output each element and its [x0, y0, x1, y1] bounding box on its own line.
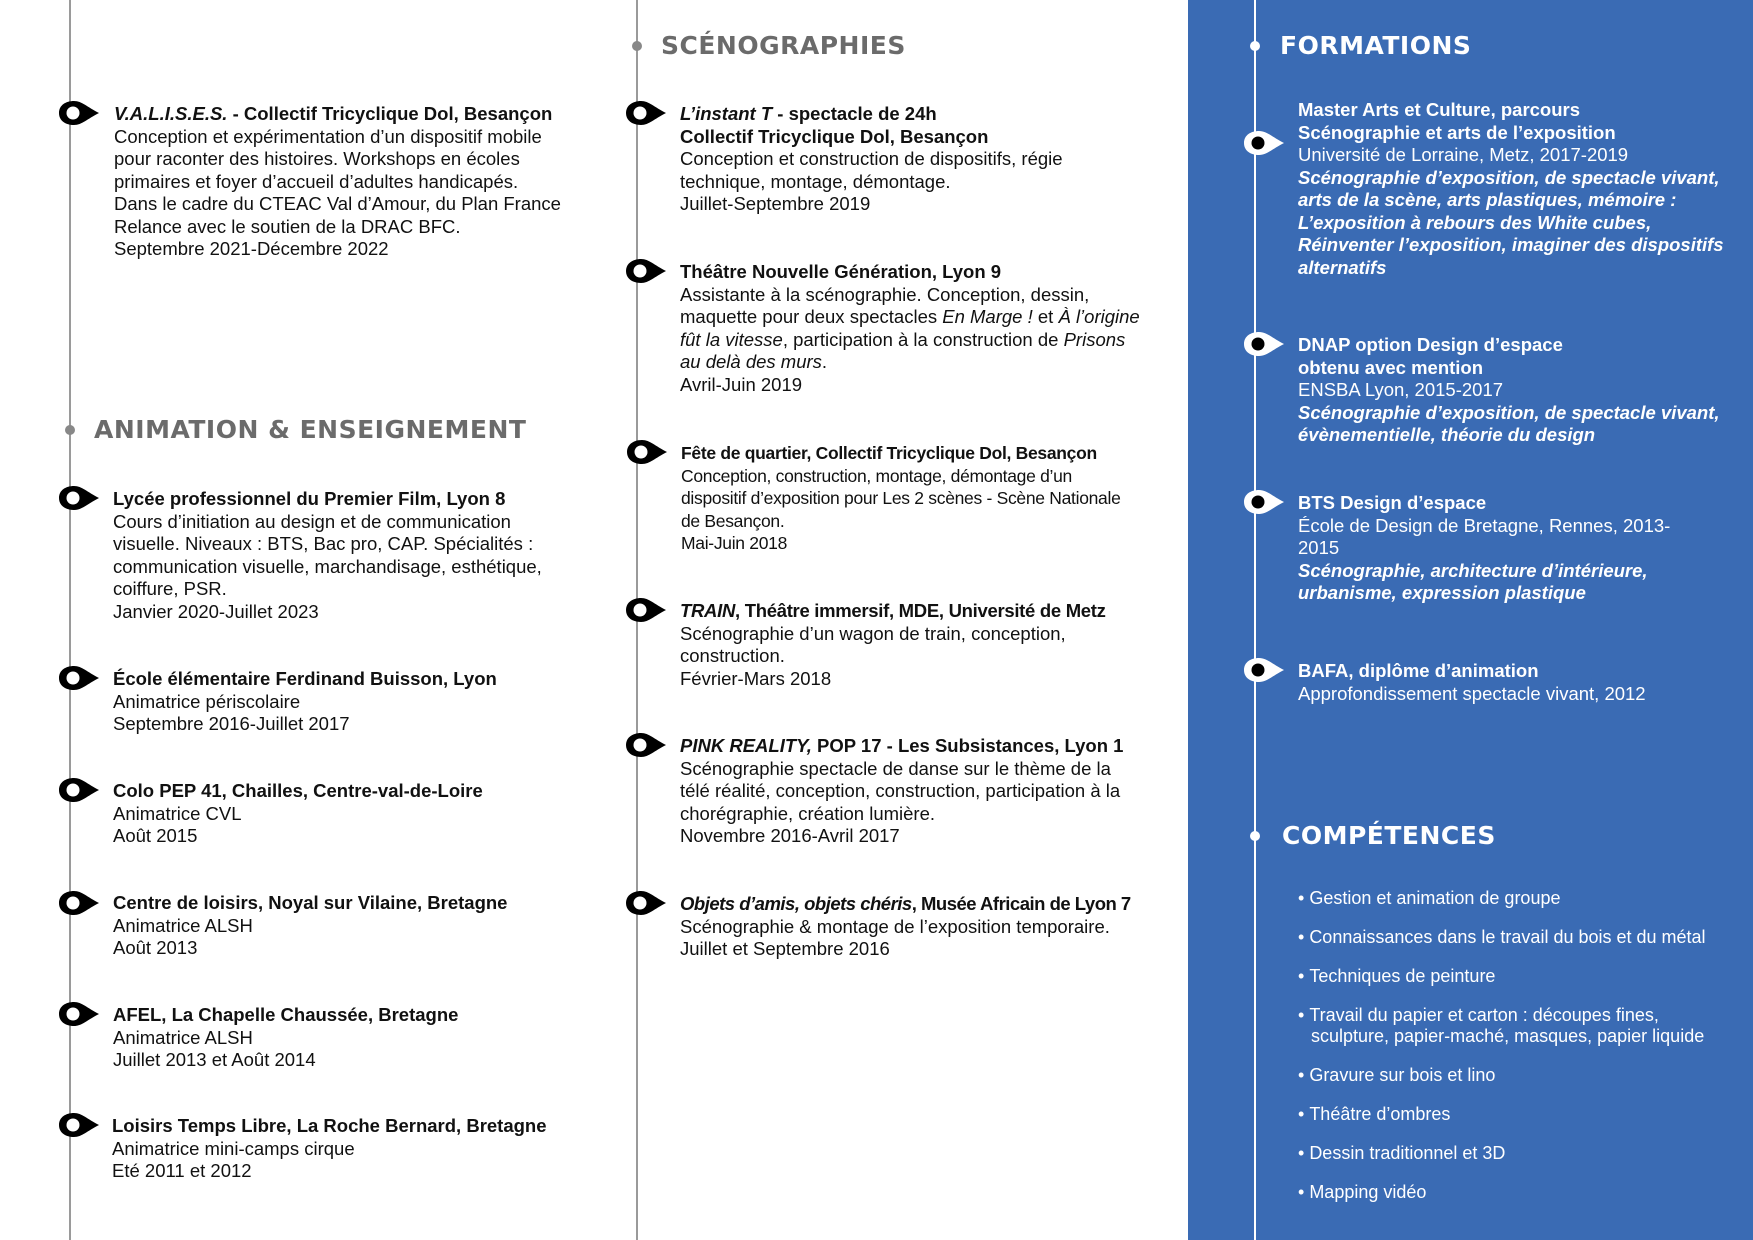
entry-line: chorégraphie, création lumière. [680, 802, 936, 824]
entry-title: obtenu avec mention [1298, 356, 1484, 378]
scenography-entry [680, 261, 1185, 396]
skill-text: Théâtre d’ombres [1309, 1104, 1451, 1124]
skill-text: Travail du papier et carton : découpes fines, [1309, 1005, 1659, 1025]
timeline-pin-icon [624, 257, 668, 285]
timeline-pin-icon [624, 731, 668, 759]
entry-line: primaires et foyer d’accueil d’adultes handicapés. [114, 170, 519, 192]
entry-line: coiffure, PSR. [113, 578, 227, 599]
skill-text: Connaissances dans le travail du bois et du métal [1309, 927, 1706, 947]
entry-desc: L’exposition à rebours des White cubes, [1298, 211, 1652, 233]
bullet-icon: • [1298, 1065, 1305, 1085]
entry-title: Théâtre Nouvelle Génération, Lyon 9 [680, 261, 1002, 282]
entry-place: Université de Lorraine, Metz, 2017-2019 [1298, 144, 1629, 165]
entry-line [680, 329, 1185, 352]
entry-date: Mai-Juin 2018 [681, 533, 788, 553]
entry-desc: Réinventer l’exposition, imaginer des dispositifs [1298, 234, 1724, 255]
entry-title [114, 103, 614, 126]
entry-title-italic: Objets d’amis, objets chéris [680, 893, 912, 914]
entry-title [680, 103, 1180, 126]
formation-entry [1298, 660, 1738, 705]
section-title-formations: FORMATIONS [1280, 31, 1472, 60]
skill-text: Dessin traditionnel et 3D [1309, 1143, 1506, 1163]
animation-entry [112, 1115, 617, 1183]
bullet-icon: • [1298, 888, 1305, 908]
animation-entry [113, 892, 613, 960]
formation-entry [1298, 99, 1738, 279]
section-title-animation: ANIMATION & ENSEIGNEMENT [94, 415, 527, 444]
skills-list [1298, 888, 1706, 1221]
entry-title-rest: POP 17 - Les Subsistances, Lyon 1 [811, 735, 1124, 756]
entry-line [680, 351, 1185, 374]
bullet-icon: • [1298, 1104, 1305, 1124]
entry-date: Août 2013 [113, 937, 198, 958]
entry-desc: Scénographie, architecture d’intérieure, [1298, 559, 1648, 581]
entry-line: Relance avec le soutien de la DRAC BFC. [114, 215, 461, 237]
timeline-pin-icon [57, 99, 101, 127]
entry-desc: évènementielle, théorie du design [1298, 424, 1596, 445]
timeline-pin-icon [57, 776, 101, 804]
entry-place: ENSBA Lyon, 2015-2017 [1298, 379, 1504, 400]
section-title-competences: COMPÉTENCES [1282, 821, 1496, 850]
entry-title-rest: , Théâtre immersif, MDE, Université de Metz [735, 600, 1106, 621]
section-dot-icon [1250, 831, 1260, 841]
animation-entry [113, 668, 613, 736]
skill-text: Techniques de peinture [1309, 966, 1496, 986]
entry-desc: alternatifs [1298, 256, 1387, 278]
skill-text: Mapping vidéo [1309, 1182, 1427, 1202]
timeline-pin-icon [624, 99, 668, 127]
entry-title: Colo PEP 41, Chailles, Centre-val-de-Loire [113, 780, 483, 801]
entry-title-italic: PINK REALITY, [680, 735, 812, 756]
scenography-entry [680, 893, 1185, 961]
entry-line: Conception, construction, montage, démontage d’un [681, 465, 1072, 486]
entry-date: Juillet et Septembre 2016 [680, 938, 890, 959]
entry-line: Conception et expérimentation d’un dispositif mobile [114, 125, 542, 147]
bullet-icon: • [1298, 1143, 1305, 1163]
animation-entry [113, 488, 613, 623]
entry-date: Avril-Juin 2019 [680, 373, 803, 395]
entry-title: Centre de loisirs, Noyal sur Vilaine, Bretagne [113, 892, 508, 913]
timeline-line [1254, 0, 1256, 1240]
section-dot-icon [1250, 41, 1260, 51]
middle-column [620, 0, 1188, 1240]
skill-text-continued: sculpture, papier-maché, masques, papier liquide [1311, 1026, 1705, 1046]
entry-line: Animatrice ALSH [113, 914, 253, 936]
entry-line: télé réalité, conception, construction, participation à la [680, 780, 1121, 801]
entry-line: pour raconter des histoires. Workshops en écoles [114, 148, 520, 169]
entry-title-rest: - spectacle de 24h [772, 103, 937, 124]
scenography-entry [680, 103, 1180, 216]
entry-desc: Scénographie d’exposition, de spectacle vivant, [1298, 401, 1720, 423]
entry-date: Juillet-Septembre 2019 [680, 193, 871, 214]
entry-title: Master Arts et Culture, parcours [1298, 99, 1581, 120]
entry-title: Lycée professionnel du Premier Film, Lyon 8 [113, 488, 506, 509]
entry-line: Dans le cadre du CTEAC Val d’Amour, du Plan France [114, 193, 561, 214]
show-title: fût la vitesse [680, 328, 783, 350]
timeline-line [69, 0, 71, 1240]
entry-date: Septembre 2021-Décembre 2022 [114, 238, 389, 259]
entry-title: Fête de quartier, Collectif Tricyclique Dol, Besançon [681, 443, 1097, 463]
entry-title: Scénographie et arts de l’exposition [1298, 121, 1616, 143]
entry-date: Septembre 2016-Juillet 2017 [113, 713, 350, 734]
entry-line: Scénographie d’un wagon de train, conception, [680, 622, 1066, 644]
show-title: au delà des murs [680, 351, 822, 372]
timeline-pin-icon [57, 1111, 101, 1139]
entry-line: construction. [680, 645, 785, 666]
formation-entry [1298, 492, 1738, 605]
skill-item [1298, 1005, 1706, 1047]
timeline-pin-icon [57, 484, 101, 512]
entry-line: dispositif d’exposition pour Les 2 scènes - Scène Nationale [681, 488, 1121, 508]
skill-item [1298, 927, 1706, 948]
entry-line: visuelle. Niveaux : BTS, Bac pro, CAP. Spécialités : [113, 533, 534, 554]
animation-entry [113, 780, 613, 848]
show-title: À l’origine [1058, 306, 1140, 327]
entry-line [680, 306, 1185, 329]
scenography-entry [681, 442, 1186, 555]
bullet-icon: • [1298, 927, 1305, 947]
entry-title [680, 735, 1185, 758]
entry-place: 2015 [1298, 537, 1340, 558]
entry-title: BTS Design d’espace [1298, 492, 1487, 513]
left-column [0, 0, 620, 1240]
entry-date: Août 2015 [113, 825, 198, 846]
formation-entry [1298, 334, 1738, 447]
entry-line: Animatrice mini-camps cirque [112, 1137, 355, 1159]
entry-date: Juillet 2013 et Août 2014 [113, 1049, 316, 1070]
text-span: . [821, 351, 828, 372]
entry-date: Février-Mars 2018 [680, 667, 832, 689]
skill-item [1298, 1065, 1706, 1086]
section-dot-icon [65, 425, 75, 435]
entry-title-rest: , Musée Africain de Lyon 7 [911, 893, 1131, 914]
timeline-pin-icon [1242, 129, 1286, 157]
bullet-icon: • [1298, 966, 1305, 986]
section-dot-icon [632, 41, 642, 51]
entry-line: de Besançon. [681, 510, 785, 531]
animation-entry [113, 1004, 613, 1072]
entry-date: Eté 2011 et 2012 [112, 1160, 252, 1181]
entry-title [680, 893, 1185, 916]
entry-title: École élémentaire Ferdinand Buisson, Lyon [113, 668, 497, 689]
skill-item [1298, 1182, 1706, 1203]
entry-title-italic: V.A.L.I.S.E.S. [114, 103, 228, 124]
entry-line: Cours d’initiation au design et de communication [113, 510, 511, 532]
text-span: et [1032, 306, 1059, 327]
timeline-pin-icon [625, 438, 669, 466]
entry-title-italic: L’instant T [680, 103, 773, 124]
timeline-pin-icon [57, 889, 101, 917]
entry-title-rest: - Collectif Tricyclique Dol, Besançon [227, 103, 553, 124]
entry-place: Approfondissement spectacle vivant, 2012 [1298, 682, 1646, 704]
entry-line: Animatrice ALSH [113, 1026, 253, 1048]
skill-text: Gestion et animation de groupe [1309, 888, 1561, 908]
entry-date: Janvier 2020-Juillet 2023 [113, 600, 319, 622]
text-span: maquette pour deux spectacles [680, 306, 943, 327]
entry-line: Scénographie & montage de l’exposition temporaire. [680, 915, 1110, 937]
entry-title-line2: Collectif Tricyclique Dol, Besançon [680, 125, 989, 147]
section-title-scenographies: SCÉNOGRAPHIES [661, 31, 906, 60]
skill-text: Gravure sur bois et lino [1309, 1065, 1496, 1085]
show-title: En Marge ! [942, 306, 1033, 327]
entry-title-italic: TRAIN [680, 600, 736, 621]
entry-line: Conception et construction de dispositifs, régie [680, 148, 1063, 169]
entry-desc: arts de la scène, arts plastiques, mémoire : [1298, 189, 1677, 210]
bullet-icon: • [1298, 1005, 1305, 1025]
experience-entry [114, 103, 614, 261]
skill-item [1298, 888, 1706, 909]
entry-desc: Scénographie d’exposition, de spectacle vivant, [1298, 166, 1720, 188]
scenography-entry [680, 600, 1185, 690]
entry-title: AFEL, La Chapelle Chaussée, Bretagne [113, 1004, 459, 1025]
entry-title: BAFA, diplôme d’animation [1298, 660, 1539, 681]
timeline-pin-icon [57, 1000, 101, 1028]
skill-item [1298, 1104, 1706, 1125]
show-title: Prisons [1063, 328, 1126, 350]
entry-title: DNAP option Design d’espace [1298, 334, 1563, 355]
text-span: , participation à la construction de [782, 328, 1064, 350]
entry-place: École de Design de Bretagne, Rennes, 2013- [1298, 514, 1671, 536]
entry-line: Assistante à la scénographie. Conception, dessin, [680, 283, 1090, 305]
entry-line: Animatrice CVL [113, 802, 242, 824]
timeline-pin-icon [624, 596, 668, 624]
skill-item [1298, 1143, 1706, 1164]
timeline-pin-icon [57, 664, 101, 692]
timeline-pin-icon [1242, 330, 1286, 358]
entry-line: technique, montage, démontage. [680, 170, 951, 192]
timeline-pin-icon [1242, 488, 1286, 516]
entry-title [680, 600, 1185, 623]
skill-item [1298, 966, 1706, 987]
entry-line: Animatrice périscolaire [113, 690, 301, 712]
entry-line: Scénographie spectacle de danse sur le thème de la [680, 757, 1111, 779]
scenography-entry [680, 735, 1185, 848]
bullet-icon: • [1298, 1182, 1305, 1202]
timeline-pin-icon [1242, 656, 1286, 684]
entry-line: communication visuelle, marchandisage, esthétique, [113, 555, 542, 577]
entry-title: Loisirs Temps Libre, La Roche Bernard, Bretagne [112, 1115, 547, 1136]
entry-desc: urbanisme, expression plastique [1298, 582, 1586, 603]
entry-date: Novembre 2016-Avril 2017 [680, 825, 900, 846]
timeline-pin-icon [624, 889, 668, 917]
right-column [1188, 0, 1753, 1240]
